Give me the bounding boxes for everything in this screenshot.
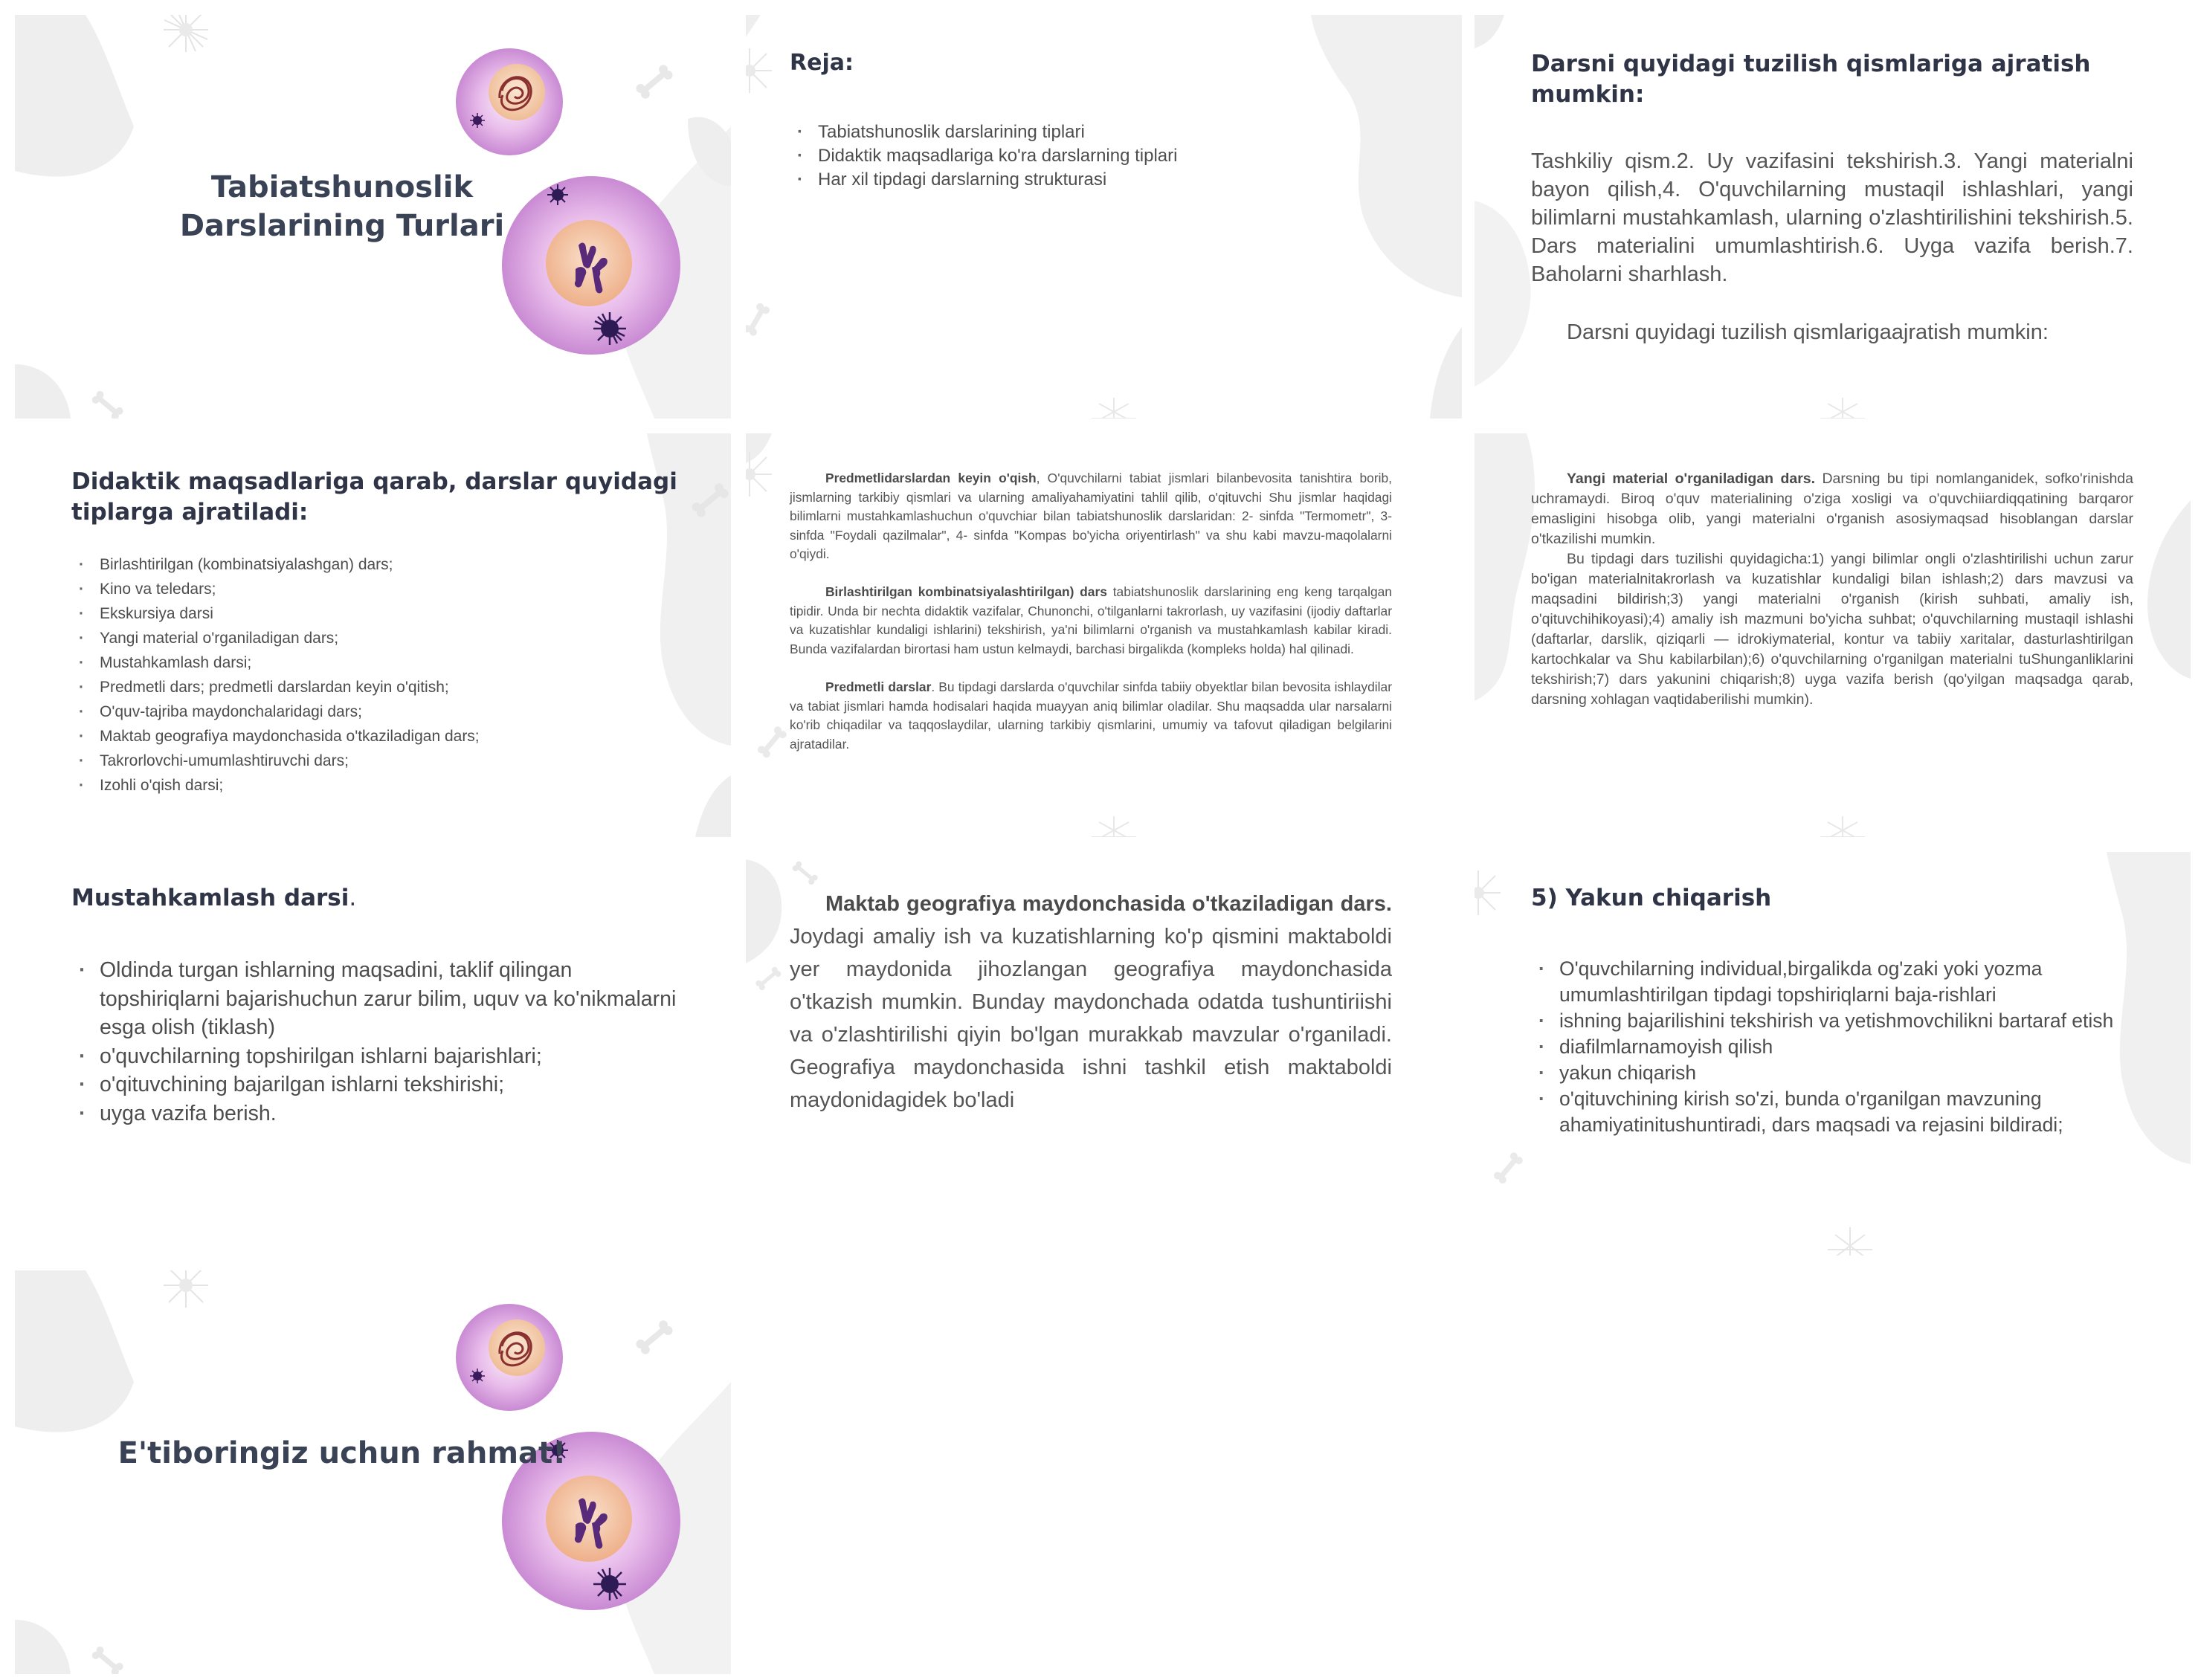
list-item: · yakun chiqarish [1531,1060,2141,1086]
paragraph-bold-lead: Maktab geografiya maydonchasida o'tkaziladigan dars. [825,892,1392,916]
thanks-title: E'tiboringiz uchun rahmat! [117,1436,567,1470]
slide-structure [1475,15,2191,419]
slide-heading [71,883,666,914]
list-item: · o'qituvchining kirish so'zi, bunda o'rganilgan mavzuning ahamiyatinitushuntiradi, dars maqsadi va rejasini bildiradi; [1531,1086,2141,1138]
list-item: · Izohli o'qish darsi; [71,773,681,798]
bone-icon [89,387,126,419]
paragraph-text: Darsning bu tipi nomlanganidek, sofko'rinishda uchramaydi. Biroq o'quv materialining o'ziga xosligi va o'quvchiiardiqqatining barqaror emasligini hisobga olib, yangi materialni o'rganish asosiymaqsad hisoblangan darslar o'tkazilishi mumkin. [1531,471,2133,547]
reja-list [790,120,1399,192]
bone-icon [632,1315,677,1360]
cell-icon [454,1302,565,1413]
list-item: · Ekskursiya darsi [71,601,681,626]
list-item: · Maktab geografiya maydonchasida o'tkaziladigan dars; [71,724,681,749]
list-item: · O'quvchilarning individual,birgalikda og'zaki yoki yozma umumlashtirilgan tipdagi topshiriqlarni baja-rishlari [1531,956,2141,1008]
mustahkamlash-list [71,956,681,1128]
list-item: · diafilmlarnamoyish qilish [1531,1034,2141,1060]
heading-dot: . [349,885,357,911]
list-item: · o'quvchilarning topshirilgan ishlarni bajarishlari; [71,1042,681,1071]
slide-maktab [746,852,1462,1256]
yangi-paragraph-2: Bu tipdagi dars tuzilishi quyidagicha:1) yangi bilimlar ongli o'zlashtirilishi uchun zarur bo'igan materialnitakrorlash va kuzatishlar kundaligi bilan ishlash;2) dars mavzusi va maqsadini bildirish;3) yangi materialni o'rganish (kirish suhbati, amaliy ish, o'qituvchihikoyasi);4) amaliy ish mazmuni bo'yicha suhbat; o'quvchilarning mustaqil ishlashi (daftarlar, darslik, qiziqarli — idrokiymaterial, kontur va tabiiy xaritalar, dasturlashtirilgan kartochkalar va Shu kabilarbilan);6) o'quvchilarning o'rganilgan materialni tuShunganliklarini tekshirish;7) dars yakunini chiqarish;8) uyga vazifa berish (qo'yilgan maqsadga qarab, darsning xohlagan vaqtidaberilishi mumkin). [1531,551,2133,708]
structure-closing: Darsni quyidagi tuzilish qismlarigaajratish mumkin: [1567,320,2049,344]
list-item: · Har xil tipdagi darslarning strukturasi [790,168,1399,192]
list-item: · o'qituvchining bajarilgan ishlarni tekshirishi; [71,1070,681,1099]
predmetli-paragraph-1 [790,469,1392,564]
slide-heading: Didaktik maqsadlariga qarab, darslar quyidagi tiplarga ajratiladi: [71,468,677,526]
slide-yangi [1475,433,2191,837]
list-item: · Oldinda turgan ishlarning maqsadini, taklif qilingan topshiriqlarni bajarishuchun zarur bilim, uquv va ko'nikmalarni esga olish (tiklash) [71,956,681,1042]
slide-heading: Reja: [790,50,854,76]
predmetli-paragraph-3 [790,678,1392,754]
paragraph-bold-lead: Yangi material o'rganiladigan dars. [1567,471,1816,487]
slide-mustahkamlash [15,852,731,1256]
starburst-icon [160,15,212,56]
list-item: · ishning bajarilishini tekshirish va yetishmovchilikni bartaraf etish [1531,1008,2141,1034]
slide-thanks [15,1270,731,1674]
bone-icon [632,59,677,104]
presentation-title: Tabiatshunoslik Darslarining Turlari [179,170,505,243]
yakun-list [1531,956,2141,1138]
list-item: · uyga vazifa berish. [71,1099,681,1128]
list-item: · O'quv-tajriba maydonchalaridagi dars; [71,700,681,724]
starburst-icon [160,1270,212,1311]
list-item: · Tabiatshunoslik darslarining tiplari [790,120,1399,144]
paragraph-bold-lead: Predmetlidarslardan keyin o'qish [825,471,1037,485]
paragraph-bold-lead: Birlashtirilgan kombinatsiyalashtirilgan) dars [825,584,1107,599]
structure-body: Tashkiliy qism.2. Uy vazifasini tekshirish.3. Yangi materialni bayon qilish,4. O'quvchilarning mustaqil ishlashlari, yangi bilimlarni mustahkamlash, ularning o'zlashtirilishini tekshirish.5. Dars materialini umumlashtirish.6. Uyga vazifa berish.7. Baholarni sharhlash. [1531,149,2133,286]
virus-icon [593,1568,626,1600]
slide-title [15,15,731,419]
virus-icon [470,113,485,128]
maktab-paragraph [790,888,1392,1117]
slide-didactic [15,433,731,837]
list-item: · Takrorlovchi-umumlashtiruvchi dars; [71,749,681,773]
paragraph-text: . Bu tipdagi darslarda o'quvchilar sinfda tabiiy obyektlar bilan bevosita ishlaydilar va tabiat jismlari hamda hodisalari haqida muayyan aniq bilimlar oladilar. Shu maqsadda ular narsalarni ko'rib chiqadilar va taqqoslaydilar, ularning tarkibiy qismlarini, umumiy va tafovut qiladigan belgilarini ajratadilar. [790,679,1392,752]
cell-icon [454,46,565,158]
predmetli-paragraph-2 [790,583,1392,659]
slide-heading: Darsni quyidagi tuzilish qismlariga ajratish mumkin: [1531,51,2091,108]
list-item: · Didaktik maqsadlariga ko'ra darslarning tiplari [790,144,1399,168]
virus-icon [593,312,626,345]
list-item: · Predmetli dars; predmetli darslardan keyin o'qitish; [71,675,681,700]
bone-icon [89,1642,126,1674]
heading-text: Mustahkamlash darsi [71,885,349,911]
slide-reja [746,15,1462,419]
paragraph-text: , O'quvchilarni tabiat jismlari bilanbevosita tanishtira borib, jismlarning tarkibiy qismlari va ularning amaliyahamiyatini tahlil qilib, o'qituvchi Shu jismlar haqidagi bilimlarni mustahkamlashuchun o'quvchiar bilan tabiatshunoslik darslaridan: 2- sinfda "Termometr", 3-sinfda "Foydali qazilmalar", 4- sinfda "Kompas bo'yicha oriyentirlash" va shu kabi mavzu-maqolalarni o'qiydi. [790,471,1392,561]
paragraph-text: tabiatshunoslik darslarining eng keng tarqalgan tipidir. Unda bir nechta didaktik vazifalar, Chunonchi, o'tilganlarni takrorlash, uy vazifasini (ijodiy daftarlar va kuzatishlar kundaligi ishlarini) tekshirish, ya'ni bilimlarni o'rganish va mustahkamlash kabilar kiradi. Bunda vazifalardan birortasi ham ustun kelmaydi, barchasi birgalikda (kompleks holda) hal qilinadi. [790,584,1392,656]
list-item: · Mustahkamlash darsi; [71,650,681,675]
paragraph-text: Joydagi amaliy ish va kuzatishlarning ko'p qismini maktaboldi yer maydonida jihozlangan geografiya maydonchasida o'tkazish mumkin. Bunday maydonchada odatda tushuntiriishi va o'zlashtirilishi qiyin bo'lgan murakkab mavzular o'rganiladi. Geografiya maydonchasida ishni tashkil etish maktaboldi maydonidagidek bo'ladi [790,925,1392,1112]
paragraph-bold-lead: Predmetli darslar [825,679,932,694]
list-item: · Kino va teledars; [71,577,681,601]
slide-predmetli [746,433,1462,837]
didactic-list [71,552,681,798]
slide-heading: 5) Yakun chiqarish [1531,885,1772,911]
list-item: · Birlashtirilgan (kombinatsiyalashgan) dars; [71,552,681,577]
slide-yakun [1475,852,2191,1256]
list-item: · Yangi material o'rganiladigan dars; [71,626,681,650]
virus-icon [470,1369,485,1383]
yangi-paragraph-1 [1531,469,2133,549]
